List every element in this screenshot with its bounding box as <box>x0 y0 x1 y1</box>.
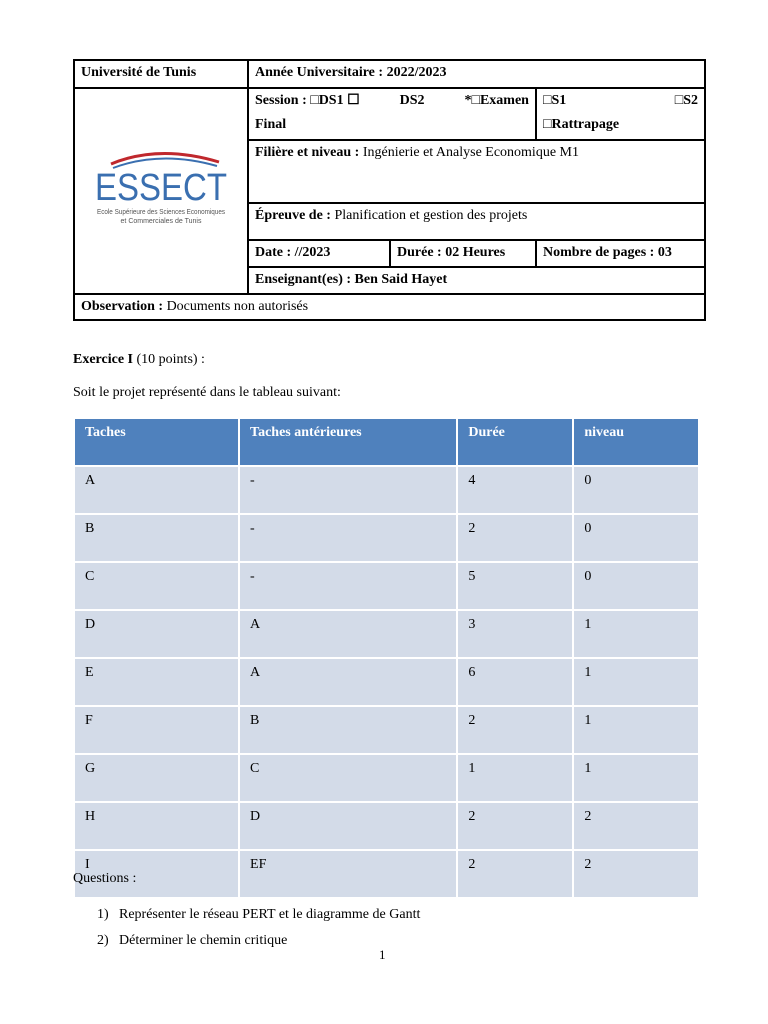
exam-date: Date : //2023 <box>248 240 390 267</box>
cell-duree: 6 <box>458 659 572 705</box>
semester-s1-checkbox: □S1 <box>543 93 567 108</box>
cell-niveau: 0 <box>574 515 698 561</box>
table-row <box>75 803 698 849</box>
task-table <box>73 417 700 899</box>
cell-taches-anterieures: - <box>240 467 456 513</box>
semester-cell <box>536 88 705 140</box>
rattrapage-checkbox: □Rattrapage <box>543 117 620 132</box>
semester-s2-checkbox: □S2 <box>674 93 698 108</box>
cell-niveau: 1 <box>574 611 698 657</box>
cell-duree: 1 <box>458 755 572 801</box>
table-row <box>75 563 698 609</box>
cell-taches-anterieures: C <box>240 755 456 801</box>
cell-niveau: 1 <box>574 659 698 705</box>
cell-tache: D <box>75 611 238 657</box>
table-row <box>75 467 698 513</box>
cell-tache: I <box>75 851 238 897</box>
essect-logo <box>91 142 231 232</box>
cell-tache: E <box>75 659 238 705</box>
table-row <box>75 659 698 705</box>
observation: Observation : Documents non autorisés <box>74 294 705 320</box>
session-ds1-checkbox: □DS1 ☐ <box>310 93 360 108</box>
col-header-niveau: niveau <box>574 419 698 465</box>
page-count: Nombre de pages : 03 <box>536 240 705 267</box>
questions-title: Questions : <box>73 871 137 886</box>
col-header-taches-anterieures: Taches antérieures <box>240 419 456 465</box>
table-row <box>75 707 698 753</box>
cell-niveau: 0 <box>574 563 698 609</box>
cell-tache: G <box>75 755 238 801</box>
cell-duree: 2 <box>458 803 572 849</box>
logo-subtitle-1: Ecole Supérieure des Sciences Economiques <box>97 208 226 216</box>
cell-niveau: 0 <box>574 467 698 513</box>
cell-taches-anterieures: - <box>240 563 456 609</box>
table-row <box>75 515 698 561</box>
cell-taches-anterieures: A <box>240 659 456 705</box>
cell-tache: B <box>75 515 238 561</box>
table-row <box>75 851 698 897</box>
session-cell: Session : □DS1 ☐ DS2 *□Examen Final <box>248 88 536 140</box>
col-header-taches: Taches <box>75 419 238 465</box>
cell-taches-anterieures: - <box>240 515 456 561</box>
logo-cell <box>74 88 248 294</box>
question-item: 1) Représenter le réseau PERT et le diagramme de Gantt <box>97 907 421 922</box>
session-ds2: DS2 <box>399 93 425 108</box>
epreuve: Épreuve de : Planification et gestion des projets <box>248 203 705 240</box>
academic-year: Année Universitaire : 2022/2023 <box>248 60 705 88</box>
cell-niveau: 1 <box>574 707 698 753</box>
table-row <box>75 611 698 657</box>
exercise-title: Exercice I (10 points) : <box>73 352 205 367</box>
cell-taches-anterieures: A <box>240 611 456 657</box>
cell-duree: 5 <box>458 563 572 609</box>
filiere-niveau: Filière et niveau : Ingénierie et Analyse Economique M1 <box>248 140 705 203</box>
page-number: 1 <box>379 947 386 962</box>
cell-taches-anterieures: B <box>240 707 456 753</box>
task-table-header-row <box>75 419 698 465</box>
cell-duree: 2 <box>458 707 572 753</box>
session-exam-checkbox: *□Examen <box>464 93 529 108</box>
cell-duree: 3 <box>458 611 572 657</box>
university-name: Université de Tunis <box>74 60 248 88</box>
cell-duree: 2 <box>458 851 572 897</box>
cell-taches-anterieures: D <box>240 803 456 849</box>
exercise-intro: Soit le projet représenté dans le tableau suivant: <box>73 385 341 400</box>
question-item: 2) Déterminer le chemin critique <box>97 933 288 948</box>
logo-name: ESSECT <box>95 166 227 209</box>
questions-list <box>97 902 420 954</box>
col-header-duree: Durée <box>458 419 572 465</box>
cell-tache: F <box>75 707 238 753</box>
table-row <box>75 755 698 801</box>
exam-header-table <box>73 59 706 321</box>
session-final: Final <box>255 117 287 132</box>
teacher: Enseignant(es) : Ben Said Hayet <box>248 267 705 294</box>
cell-duree: 4 <box>458 467 572 513</box>
cell-tache: H <box>75 803 238 849</box>
cell-niveau: 2 <box>574 803 698 849</box>
cell-taches-anterieures: EF <box>240 851 456 897</box>
exam-duration: Durée : 02 Heures <box>390 240 536 267</box>
cell-niveau: 2 <box>574 851 698 897</box>
cell-tache: C <box>75 563 238 609</box>
cell-tache: A <box>75 467 238 513</box>
cell-duree: 2 <box>458 515 572 561</box>
cell-niveau: 1 <box>574 755 698 801</box>
logo-subtitle-2: et Commerciales de Tunis <box>120 217 202 225</box>
